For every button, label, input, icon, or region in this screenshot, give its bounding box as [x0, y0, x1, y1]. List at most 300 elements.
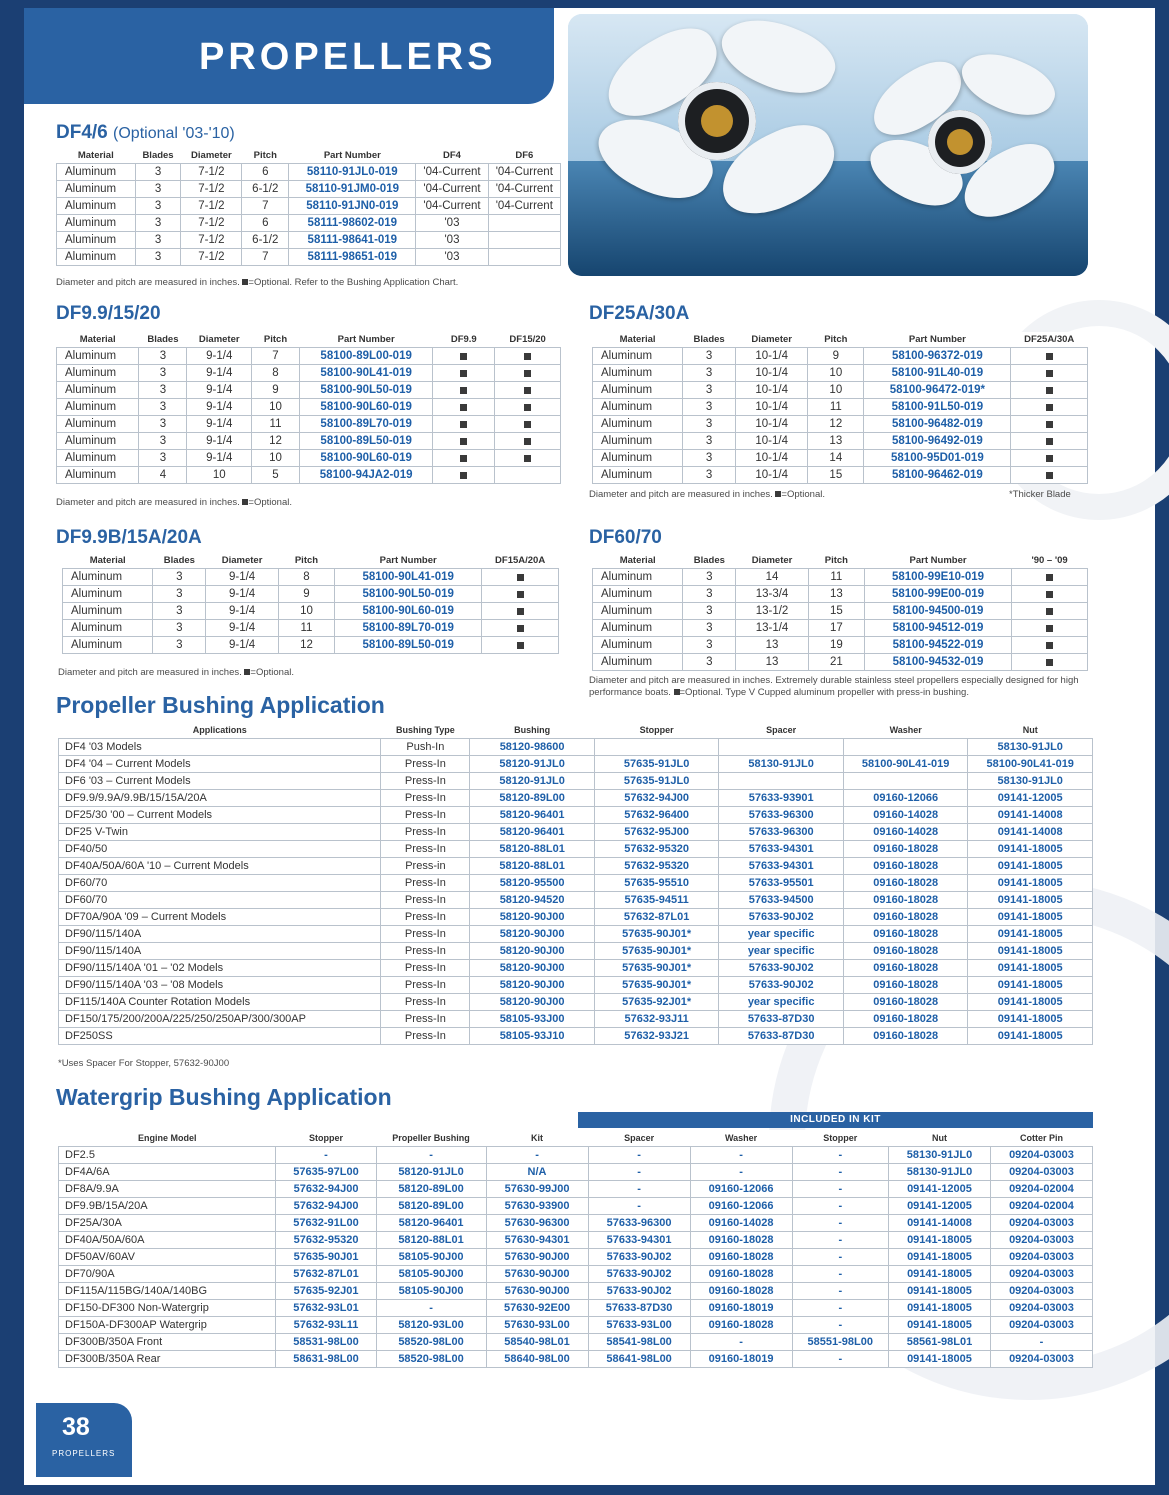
section-title-bushing: Propeller Bushing Application — [56, 692, 385, 718]
table-cell: 19 — [808, 637, 864, 654]
table-cell: 10 — [278, 603, 334, 620]
table-cell: Aluminum — [593, 467, 683, 484]
table-cell: DF4A/6A — [59, 1164, 276, 1181]
table-cell — [482, 620, 559, 637]
table-cell: 13 — [808, 433, 864, 450]
table-row — [57, 181, 561, 198]
table-cell: 10-1/4 — [736, 348, 808, 365]
table-cell: Aluminum — [63, 603, 153, 620]
table-cell: 57630-90J00 — [486, 1266, 588, 1283]
table-cell: - — [376, 1147, 486, 1164]
note-df991520: Diameter and pitch are measured in inches. =Optional. — [56, 497, 292, 508]
table-cell: 57635-92J01 — [276, 1283, 376, 1300]
table-row — [59, 1232, 1093, 1249]
table-cell: 58100-89L50-019 — [335, 637, 482, 654]
included-in-kit-banner: INCLUDED IN KIT — [578, 1112, 1093, 1128]
table-cell: DF250SS — [59, 1028, 381, 1045]
column-header: Washer — [725, 1133, 758, 1143]
table-cell: 12 — [252, 433, 300, 450]
page-header — [24, 8, 554, 104]
table-cell — [495, 416, 561, 433]
table-cell: 09204-03003 — [990, 1147, 1092, 1164]
table-cell: 09160-18028 — [843, 909, 968, 926]
table-cell — [495, 433, 561, 450]
table-cell: 13-1/4 — [736, 620, 808, 637]
column-header: Nut — [931, 1133, 947, 1143]
table-cell: DF8A/9.9A — [59, 1181, 276, 1198]
table-cell — [495, 348, 561, 365]
table-cell: 57635-97L00 — [276, 1164, 376, 1181]
table-cell — [495, 365, 561, 382]
table-cell: 09204-03003 — [990, 1249, 1092, 1266]
table-cell: 09160-12066 — [690, 1181, 792, 1198]
table-row — [59, 1215, 1093, 1232]
table-row — [59, 960, 1093, 977]
table-cell: Aluminum — [57, 249, 136, 266]
table-cell: 58100-90L60-019 — [300, 399, 433, 416]
table-cell: 9-1/4 — [206, 603, 278, 620]
section-title-df46: DF4/6 (Optional '03-'10) — [56, 122, 235, 143]
table-cell: 58120-90J00 — [470, 994, 595, 1011]
table-cell: 3 — [135, 181, 181, 198]
table-cell: 09160-18028 — [843, 1028, 968, 1045]
table-cell: 58120-90J00 — [470, 926, 595, 943]
table-header-row — [593, 553, 1088, 569]
column-header: Propeller Bushing — [392, 1133, 470, 1143]
table-cell: DF70/90A — [59, 1266, 276, 1283]
table-cell: 57632-95320 — [594, 841, 719, 858]
column-header: Pitch — [808, 332, 864, 348]
table-cell: 58520-98L00 — [376, 1351, 486, 1368]
table-cell: 09141-14008 — [968, 807, 1093, 824]
table-cell — [843, 739, 968, 756]
column-header: Bushing — [514, 725, 551, 735]
table-row — [59, 1164, 1093, 1181]
table-cell — [1011, 399, 1088, 416]
table-cell: - — [990, 1334, 1092, 1351]
table-row — [59, 926, 1093, 943]
table-row — [59, 1283, 1093, 1300]
table-cell: 11 — [808, 399, 864, 416]
column-header: DF25A/30A — [1011, 332, 1088, 348]
table-cell: DF6 '03 – Current Models — [59, 773, 381, 790]
table-cell: 58120-89L00 — [376, 1198, 486, 1215]
table-cell: 57633-90J02 — [719, 909, 844, 926]
table-cell: 3 — [683, 382, 736, 399]
table-cell: 09141-18005 — [888, 1232, 990, 1249]
table-cell: - — [792, 1266, 888, 1283]
table-cell: 15 — [808, 603, 864, 620]
table-cell: 10 — [808, 365, 864, 382]
table-cell: 57633-94500 — [719, 892, 844, 909]
table-cell: DF25 V-Twin — [59, 824, 381, 841]
table-row — [593, 433, 1088, 450]
table-cell: 57633-90J02 — [719, 977, 844, 994]
table-cell: 3 — [683, 586, 736, 603]
table-cell: 09204-03003 — [990, 1283, 1092, 1300]
table-cell: DF300B/350A Rear — [59, 1351, 276, 1368]
page-title: PROPELLERS — [199, 36, 497, 78]
table-cell: '04-Current — [416, 198, 488, 215]
table-cell: 58100-96492-019 — [864, 433, 1011, 450]
table-cell: 57635-90J01 — [276, 1249, 376, 1266]
table-row — [59, 739, 1093, 756]
table-cell: 58100-89L00-019 — [300, 348, 433, 365]
table-cell: 09141-14008 — [888, 1215, 990, 1232]
table-cell: 58540-98L01 — [486, 1334, 588, 1351]
table-cell: 57633-87D30 — [719, 1028, 844, 1045]
table-cell: 58100-90L60-019 — [335, 603, 482, 620]
table-cell: year specific — [719, 926, 844, 943]
table-cell: 3 — [139, 450, 187, 467]
table-cell: 09160-18028 — [690, 1232, 792, 1249]
table-cell — [482, 586, 559, 603]
table-cell: 09141-18005 — [968, 875, 1093, 892]
table-cell: 3 — [153, 620, 206, 637]
table-cell: Aluminum — [593, 620, 683, 637]
table-cell: - — [792, 1249, 888, 1266]
table-cell: 9 — [278, 586, 334, 603]
table-cell: '04-Current — [488, 164, 560, 181]
table-cell: DF60/70 — [59, 892, 381, 909]
page-number: 38 — [62, 1413, 90, 1441]
table-df991520 — [56, 332, 561, 484]
table-row — [593, 365, 1088, 382]
table-cell: 10 — [187, 467, 252, 484]
column-header: Nut — [1022, 725, 1038, 735]
table-cell — [433, 382, 495, 399]
table-cell: DF300B/350A Front — [59, 1334, 276, 1351]
table-cell: 9-1/4 — [206, 586, 278, 603]
table-cell: DF115A/115BG/140A/140BG — [59, 1283, 276, 1300]
table-cell: Aluminum — [593, 365, 683, 382]
table-cell: 58100-96482-019 — [864, 416, 1011, 433]
table-row — [57, 348, 561, 365]
table-row — [59, 1011, 1093, 1028]
table-cell — [1012, 603, 1088, 620]
table-cell: 58640-98L00 — [486, 1351, 588, 1368]
table-cell: 09141-18005 — [968, 909, 1093, 926]
table-cell — [843, 773, 968, 790]
table-cell: 58100-89L70-019 — [335, 620, 482, 637]
column-header: Applications — [192, 725, 247, 735]
table-header-row — [593, 332, 1088, 348]
table-cell: 10-1/4 — [736, 399, 808, 416]
table-cell: 58120-88L01 — [470, 858, 595, 875]
table-row — [57, 433, 561, 450]
table-row — [593, 467, 1088, 484]
table-cell: Aluminum — [593, 637, 683, 654]
table-cell: 3 — [153, 586, 206, 603]
table-cell: 58130-91JL0 — [888, 1164, 990, 1181]
table-cell: 57632-95J00 — [594, 824, 719, 841]
table-row — [57, 215, 561, 232]
table-cell: 09160-18028 — [843, 892, 968, 909]
table-df6070 — [592, 553, 1088, 671]
column-header: DF15A/20A — [482, 553, 559, 569]
table-cell: 10 — [252, 450, 300, 467]
table-row — [59, 807, 1093, 824]
table-cell — [1011, 382, 1088, 399]
table-cell: '04-Current — [488, 181, 560, 198]
table-watergrip-bushing — [58, 1130, 1093, 1368]
table-cell: - — [588, 1164, 690, 1181]
column-header: Pitch — [252, 332, 300, 348]
table-cell: 58111-98602-019 — [289, 215, 416, 232]
table-cell: Aluminum — [593, 569, 683, 586]
table-cell: 58130-91JL0 — [719, 756, 844, 773]
table-row — [57, 232, 561, 249]
table-row — [59, 773, 1093, 790]
table-cell: Aluminum — [593, 654, 683, 671]
table-cell: 58120-91JL0 — [470, 773, 595, 790]
table-cell: 3 — [135, 232, 181, 249]
table-cell: 57632-96400 — [594, 807, 719, 824]
propeller-photo — [568, 14, 1088, 276]
table-row — [57, 467, 561, 484]
table-header-row — [59, 722, 1093, 739]
table-row — [63, 569, 559, 586]
column-header: Blades — [683, 332, 736, 348]
table-row — [59, 824, 1093, 841]
table-cell: 57633-90J02 — [588, 1266, 690, 1283]
table-cell: 58120-90J00 — [470, 943, 595, 960]
table-cell — [433, 450, 495, 467]
table-cell: 3 — [683, 654, 736, 671]
table-cell: 58105-90J00 — [376, 1249, 486, 1266]
table-cell: 11 — [808, 569, 864, 586]
column-header: Part Number — [335, 553, 482, 569]
table-cell: 09204-03003 — [990, 1351, 1092, 1368]
table-cell: Aluminum — [57, 232, 136, 249]
table-cell: 57635-91JL0 — [594, 773, 719, 790]
table-cell: Press-In — [381, 824, 470, 841]
note-df25a30a: Diameter and pitch are measured in inches. =Optional. — [589, 489, 825, 500]
table-cell: 09204-03003 — [990, 1317, 1092, 1334]
table-cell: 3 — [135, 215, 181, 232]
table-cell: DF50AV/60AV — [59, 1249, 276, 1266]
table-cell: 58541-98L00 — [588, 1334, 690, 1351]
table-cell: 57632-94J00 — [594, 790, 719, 807]
table-cell: '04-Current — [416, 181, 488, 198]
table-cell: 13-3/4 — [736, 586, 808, 603]
column-header: Pitch — [278, 553, 334, 569]
hub-center-icon — [701, 105, 733, 137]
table-cell: 58551-98L00 — [792, 1334, 888, 1351]
table-cell: 3 — [139, 416, 187, 433]
table-row — [593, 620, 1088, 637]
table-cell: 17 — [808, 620, 864, 637]
table-cell: 7-1/2 — [181, 215, 242, 232]
table-cell: 58105-93J10 — [470, 1028, 595, 1045]
table-row — [593, 654, 1088, 671]
table-cell: 09141-18005 — [968, 977, 1093, 994]
table-row — [59, 1317, 1093, 1334]
table-row — [57, 249, 561, 266]
table-cell: 57630-90J00 — [486, 1249, 588, 1266]
table-cell: 7-1/2 — [181, 232, 242, 249]
table-row — [59, 943, 1093, 960]
table-cell — [1012, 569, 1088, 586]
table-cell: 09204-03003 — [990, 1232, 1092, 1249]
section-title-df6070: DF60/70 — [589, 527, 662, 548]
table-cell: 09141-18005 — [888, 1300, 990, 1317]
table-cell: DF9.9B/15A/20A — [59, 1198, 276, 1215]
table-row — [59, 875, 1093, 892]
table-cell: 09160-12066 — [690, 1198, 792, 1215]
table-cell: Press-In — [381, 892, 470, 909]
table-cell: 09141-18005 — [888, 1266, 990, 1283]
column-header: Part Number — [289, 148, 416, 164]
table-cell: 09160-18028 — [690, 1266, 792, 1283]
table-cell: 57630-94301 — [486, 1232, 588, 1249]
table-cell — [433, 348, 495, 365]
table-cell: Aluminum — [57, 164, 136, 181]
table-cell: 4 — [139, 467, 187, 484]
table-cell: - — [486, 1147, 588, 1164]
table-cell: 10-1/4 — [736, 433, 808, 450]
table-cell: 58100-89L70-019 — [300, 416, 433, 433]
table-cell: 57635-94511 — [594, 892, 719, 909]
table-cell: DF150-DF300 Non-Watergrip — [59, 1300, 276, 1317]
table-cell: 57632-94J00 — [276, 1181, 376, 1198]
table-cell: 7 — [242, 249, 289, 266]
table-cell: DF60/70 — [59, 875, 381, 892]
table-cell: 58105-93J00 — [470, 1011, 595, 1028]
table-cell: 57633-90J02 — [588, 1283, 690, 1300]
table-cell: 09160-18019 — [690, 1351, 792, 1368]
table-cell: Aluminum — [57, 198, 136, 215]
table-cell: 09204-03003 — [990, 1215, 1092, 1232]
table-cell: 09160-18028 — [843, 943, 968, 960]
table-row — [59, 1198, 1093, 1215]
table-row — [59, 1334, 1093, 1351]
table-cell: 10 — [252, 399, 300, 416]
table-cell: 58100-91L40-019 — [864, 365, 1011, 382]
table-cell: 09141-18005 — [888, 1249, 990, 1266]
table-cell: DF90/115/140A '01 – '02 Models — [59, 960, 381, 977]
table-cell: 58110-91JM0-019 — [289, 181, 416, 198]
table-cell: Aluminum — [57, 215, 136, 232]
table-cell: 58120-94520 — [470, 892, 595, 909]
table-cell: 7-1/2 — [181, 164, 242, 181]
table-cell: 58100-91L50-019 — [864, 399, 1011, 416]
column-header: Material — [593, 332, 683, 348]
table-cell: DF9.9/9.9A/9.9B/15/15A/20A — [59, 790, 381, 807]
table-header-row — [63, 553, 559, 569]
table-cell: 3 — [683, 433, 736, 450]
table-cell: Press-In — [381, 909, 470, 926]
table-cell: Aluminum — [63, 637, 153, 654]
table-cell: Aluminum — [57, 365, 139, 382]
table-cell: - — [792, 1215, 888, 1232]
table-cell: 3 — [139, 433, 187, 450]
table-cell: 58100-99E10-019 — [865, 569, 1012, 586]
table-cell — [495, 450, 561, 467]
table-cell: - — [792, 1181, 888, 1198]
table-cell: Aluminum — [57, 416, 139, 433]
table-cell: Aluminum — [63, 586, 153, 603]
table-cell: 09141-18005 — [968, 1028, 1093, 1045]
table-cell: 3 — [135, 249, 181, 266]
table-cell: 57635-92J01* — [594, 994, 719, 1011]
table-row — [57, 450, 561, 467]
column-header: Blades — [683, 553, 736, 569]
table-cell: 8 — [278, 569, 334, 586]
table-row — [593, 586, 1088, 603]
table-cell: 14 — [808, 450, 864, 467]
table-cell: 58100-90L50-019 — [300, 382, 433, 399]
table-cell: 12 — [808, 416, 864, 433]
section-title-df25a30a: DF25A/30A — [589, 303, 690, 324]
note-df99b: Diameter and pitch are measured in inches. =Optional. — [58, 667, 294, 678]
table-cell: 57630-93L00 — [486, 1317, 588, 1334]
table-cell: - — [588, 1181, 690, 1198]
column-header: Blades — [135, 148, 181, 164]
table-cell: Press-In — [381, 1011, 470, 1028]
table-cell: Press-In — [381, 943, 470, 960]
table-cell: '04-Current — [416, 164, 488, 181]
table-cell: 57633-95501 — [719, 875, 844, 892]
table-cell: 13-1/2 — [736, 603, 808, 620]
column-header: Diameter — [736, 553, 808, 569]
table-cell — [594, 739, 719, 756]
table-cell: Press-In — [381, 977, 470, 994]
table-cell: 57632-93L11 — [276, 1317, 376, 1334]
table-cell — [488, 249, 560, 266]
table-cell: 3 — [683, 569, 736, 586]
table-cell: 9-1/4 — [187, 416, 252, 433]
table-row — [63, 637, 559, 654]
table-cell: 58105-90J00 — [376, 1266, 486, 1283]
column-header: Spacer — [624, 1133, 655, 1143]
column-header: DF15/20 — [495, 332, 561, 348]
table-cell: DF40A/50A/60A — [59, 1232, 276, 1249]
table-cell: 09160-18028 — [843, 875, 968, 892]
table-cell: 57635-90J01* — [594, 926, 719, 943]
table-cell: DF90/115/140A — [59, 926, 381, 943]
table-cell: 58120-90J00 — [470, 909, 595, 926]
table-cell: 57633-90J02 — [588, 1249, 690, 1266]
table-cell: Press-In — [381, 756, 470, 773]
table-cell: 09141-12005 — [968, 790, 1093, 807]
table-cell: Aluminum — [593, 433, 683, 450]
table-cell: 57633-93L00 — [588, 1317, 690, 1334]
note-df6070: Diameter and pitch are measured in inches. Extremely durable stainless steel propellers especially designed for high performance boats. =Optional. Type V Cupped aluminum propeller with press-in bushing. — [589, 675, 1079, 698]
table-cell: 58100-96372-019 — [864, 348, 1011, 365]
table-row — [59, 994, 1093, 1011]
table-cell — [433, 467, 495, 484]
table-cell: 57632-93L01 — [276, 1300, 376, 1317]
table-row — [59, 977, 1093, 994]
table-cell: 57633-96300 — [719, 807, 844, 824]
table-cell: 6 — [242, 215, 289, 232]
table-cell: DF2.5 — [59, 1147, 276, 1164]
table-row — [593, 603, 1088, 620]
table-cell: 57632-93J11 — [594, 1011, 719, 1028]
column-header: Stopper — [309, 1133, 344, 1143]
column-header: Material — [57, 332, 139, 348]
table-cell: 7-1/2 — [181, 198, 242, 215]
column-header: Pitch — [808, 553, 864, 569]
table-cell: 58120-95500 — [470, 875, 595, 892]
table-cell: 58641-98L00 — [588, 1351, 690, 1368]
table-cell: '04-Current — [488, 198, 560, 215]
table-cell: 58120-96401 — [376, 1215, 486, 1232]
table-cell — [482, 637, 559, 654]
column-header: Stopper — [639, 725, 674, 735]
table-propeller-bushing — [58, 722, 1093, 1045]
